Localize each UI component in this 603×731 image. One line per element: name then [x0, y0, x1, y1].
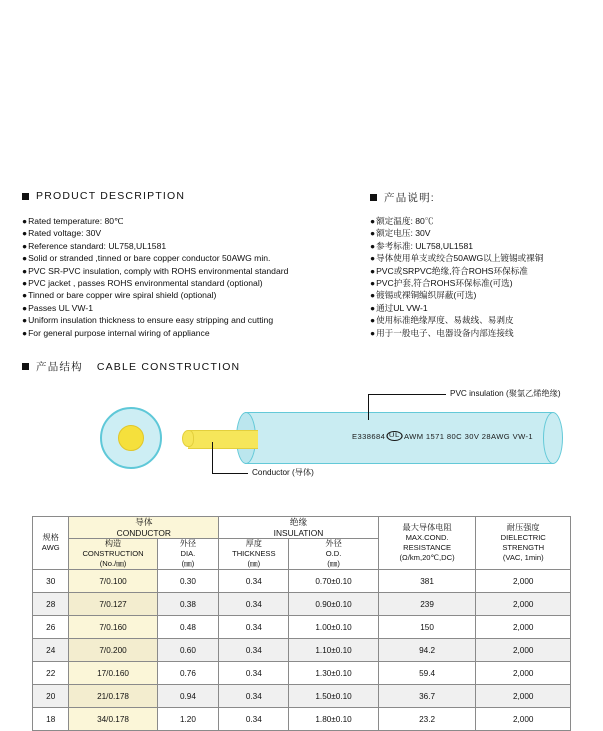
bullet-dot-icon: ● — [22, 327, 28, 338]
table-header — [33, 517, 571, 570]
leader-line — [212, 442, 213, 474]
cell-strength: 2,000 — [476, 708, 571, 731]
bullet-dot-icon: ● — [370, 216, 376, 226]
col-header-awg: 规格 AWG — [33, 517, 69, 570]
bullet-dot-icon: ● — [370, 302, 376, 313]
bullet-dot-icon: ● — [22, 290, 28, 301]
list-item: ● Rated temperature: 80℃ — [22, 216, 124, 226]
bullet-dot-icon: ● — [22, 302, 28, 313]
bullet-dot-icon: ● — [370, 240, 376, 251]
cell-awg: 28 — [33, 593, 69, 616]
col-header-thickness: 厚度 THICKNESS (㎜) — [219, 539, 289, 570]
cell-thickness: 0.34 — [219, 662, 289, 685]
cell-strength: 2,000 — [476, 593, 571, 616]
cell-od: 0.70±0.10 — [289, 570, 378, 593]
list-item: ● PVC或SRPVC绝缘,符合ROHS环保标准 — [370, 265, 528, 276]
cell-construction: 17/0.160 — [69, 662, 157, 685]
description-list-en — [22, 215, 362, 339]
cell-awg: 30 — [33, 570, 69, 593]
table-row — [33, 616, 571, 639]
cable-construction-drawing — [0, 380, 603, 500]
section-heading-product-description-cn — [370, 190, 435, 205]
list-item: ● Uniform insulation thickness to ensure easy stripping and cutting — [22, 315, 274, 326]
list-item: ● For general purpose internal wiring of appliance — [22, 327, 210, 338]
list-item: ● Reference standard: UL758,UL1581 — [22, 240, 167, 251]
bullet-square-icon — [22, 363, 29, 370]
bullet-dot-icon: ● — [370, 290, 376, 301]
bullet-dot-icon: ● — [22, 216, 28, 226]
cell-awg: 26 — [33, 616, 69, 639]
list-item: ● 通过UL VW-1 — [370, 302, 428, 313]
cell-dia: 1.20 — [157, 708, 219, 731]
bullet-dot-icon: ● — [22, 240, 28, 251]
cell-thickness: 0.34 — [219, 570, 289, 593]
cell-od: 0.90±0.10 — [289, 593, 378, 616]
bullet-dot-icon: ● — [370, 327, 376, 338]
cell-strength: 2,000 — [476, 570, 571, 593]
cell-thickness: 0.34 — [219, 616, 289, 639]
cell-dia: 0.30 — [157, 570, 219, 593]
bullet-dot-icon: ● — [370, 265, 376, 276]
cell-awg: 22 — [33, 662, 69, 685]
bullet-square-icon — [370, 194, 377, 201]
list-item: ● 导体使用单支或绞合50AWG以上镀锡或裸铜 — [370, 253, 544, 264]
leader-line — [368, 394, 446, 395]
description-list-cn — [370, 215, 595, 339]
table-row — [33, 662, 571, 685]
table-body — [33, 570, 571, 731]
cell-resistance: 381 — [378, 570, 476, 593]
bullet-dot-icon: ● — [22, 265, 28, 276]
list-item: ● Tinned or bare copper wire spiral shield (optional) — [22, 290, 217, 301]
list-item: ● Passes UL VW-1 — [22, 302, 94, 313]
table-row — [33, 685, 571, 708]
cell-awg: 24 — [33, 639, 69, 662]
col-header-resistance: 最大导体电阻 MAX.COND. RESISTANCE (Ω/km,20℃,DC) — [378, 517, 476, 570]
leader-line — [368, 394, 369, 420]
cell-resistance: 94.2 — [378, 639, 476, 662]
col-header-od: 外径 O.D. (㎜) — [289, 539, 378, 570]
cell-od: 1.80±0.10 — [289, 708, 378, 731]
print-file-number: E338684 — [352, 431, 386, 441]
cell-resistance: 150 — [378, 616, 476, 639]
col-header-conductor-dia: 外径 DIA. (㎜) — [157, 539, 219, 570]
cell-strength: 2,000 — [476, 616, 571, 639]
list-item: ● PVC护套,符合ROHS环保标准(可选) — [370, 278, 513, 289]
cell-thickness: 0.34 — [219, 708, 289, 731]
cell-construction: 7/0.127 — [69, 593, 157, 616]
list-item: ● PVC jacket , passes ROHS environmental standard (optional) — [22, 278, 263, 289]
cell-dia: 0.60 — [157, 639, 219, 662]
cell-construction: 7/0.160 — [69, 616, 157, 639]
cable-jacket-end-cap — [543, 412, 563, 464]
cell-resistance: 59.4 — [378, 662, 476, 685]
group-header-insulation: 绝缘 INSULATION — [219, 517, 379, 539]
cell-od: 1.50±0.10 — [289, 685, 378, 708]
cell-od: 1.00±0.10 — [289, 616, 378, 639]
col-header-construction: 构造 CONSTRUCTION (No./㎜) — [69, 539, 157, 570]
label-conductor: Conductor (导体) — [252, 468, 314, 477]
cell-strength: 2,000 — [476, 639, 571, 662]
bullet-dot-icon: ● — [370, 315, 376, 326]
bullet-dot-icon: ● — [370, 253, 376, 264]
cell-awg: 18 — [33, 708, 69, 731]
cell-dia: 0.94 — [157, 685, 219, 708]
cell-dia: 0.48 — [157, 616, 219, 639]
cell-resistance: 23.2 — [378, 708, 476, 731]
cell-resistance: 239 — [378, 593, 476, 616]
list-item: ● 额定温度: 80℃ — [370, 216, 434, 226]
label-insulation: PVC insulation (聚氯乙烯绝缘) — [450, 389, 561, 398]
cell-awg: 20 — [33, 685, 69, 708]
table-row — [33, 593, 571, 616]
table-row — [33, 708, 571, 731]
cell-thickness: 0.34 — [219, 685, 289, 708]
cell-dia: 0.76 — [157, 662, 219, 685]
list-item: ● 用于一般电子、电器设备内部连接线 — [370, 327, 514, 338]
list-item: ● PVC SR-PVC insulation, comply with ROHS environmental standard — [22, 265, 289, 276]
list-item: ● Solid or stranded ,tinned or bare copper conductor 50AWG min. — [22, 253, 271, 264]
bullet-dot-icon: ● — [22, 228, 28, 239]
cell-construction: 21/0.178 — [69, 685, 157, 708]
cell-construction: 7/0.200 — [69, 639, 157, 662]
cell-construction: 7/0.100 — [69, 570, 157, 593]
ul-logo-icon: UL — [387, 431, 403, 441]
cell-od: 1.10±0.10 — [289, 639, 378, 662]
section-title-en: PRODUCT DESCRIPTION — [36, 190, 186, 202]
section-title-cn: 产品结构 — [36, 361, 83, 373]
cell-od: 1.30±0.10 — [289, 662, 378, 685]
bullet-dot-icon: ● — [22, 315, 28, 326]
conductor-rod — [188, 430, 258, 449]
list-item: ● 使用标准绝缘厚度、易裁线、易剥皮 — [370, 315, 514, 326]
section-heading-product-description-en — [22, 190, 185, 202]
col-header-dielectric-strength: 耐压强度 DIELECTRIC STRENGTH (VAC, 1min) — [476, 517, 571, 570]
cable-printed-marking — [352, 431, 533, 441]
table-header-group-row — [33, 517, 571, 539]
cell-resistance: 36.7 — [378, 685, 476, 708]
table-row — [33, 570, 571, 593]
print-rating-text: AWM 1571 80C 30V 28AWG VW-1 — [403, 431, 534, 441]
cell-strength: 2,000 — [476, 662, 571, 685]
cell-dia: 0.38 — [157, 593, 219, 616]
cell-strength: 2,000 — [476, 685, 571, 708]
leader-line — [212, 473, 248, 474]
cell-thickness: 0.34 — [219, 639, 289, 662]
cell-construction: 34/0.178 — [69, 708, 157, 731]
section-title-en: CABLE CONSTRUCTION — [96, 360, 241, 373]
conductor-tip — [182, 430, 194, 447]
section-heading-cable-construction — [22, 359, 240, 374]
list-item: ● 额定电压: 30V — [370, 228, 431, 239]
section-title-cn: 产品说明: — [384, 192, 435, 204]
list-item: ● Rated voltage: 30V — [22, 228, 102, 239]
bullet-dot-icon: ● — [370, 228, 376, 239]
group-header-conductor: 导体 CONDUCTOR — [69, 517, 219, 539]
list-item: ● 镀锡或裸铜编织屏蔽(可选) — [370, 290, 477, 301]
table-row — [33, 639, 571, 662]
bullet-dot-icon: ● — [22, 253, 28, 264]
cross-section-conductor-icon — [118, 425, 144, 451]
list-item: ● 参考标准: UL758,UL1581 — [370, 240, 474, 251]
bullet-dot-icon: ● — [22, 278, 28, 289]
cell-thickness: 0.34 — [219, 593, 289, 616]
bullet-dot-icon: ● — [370, 278, 376, 289]
bullet-square-icon — [22, 193, 29, 200]
specification-table — [32, 516, 571, 731]
